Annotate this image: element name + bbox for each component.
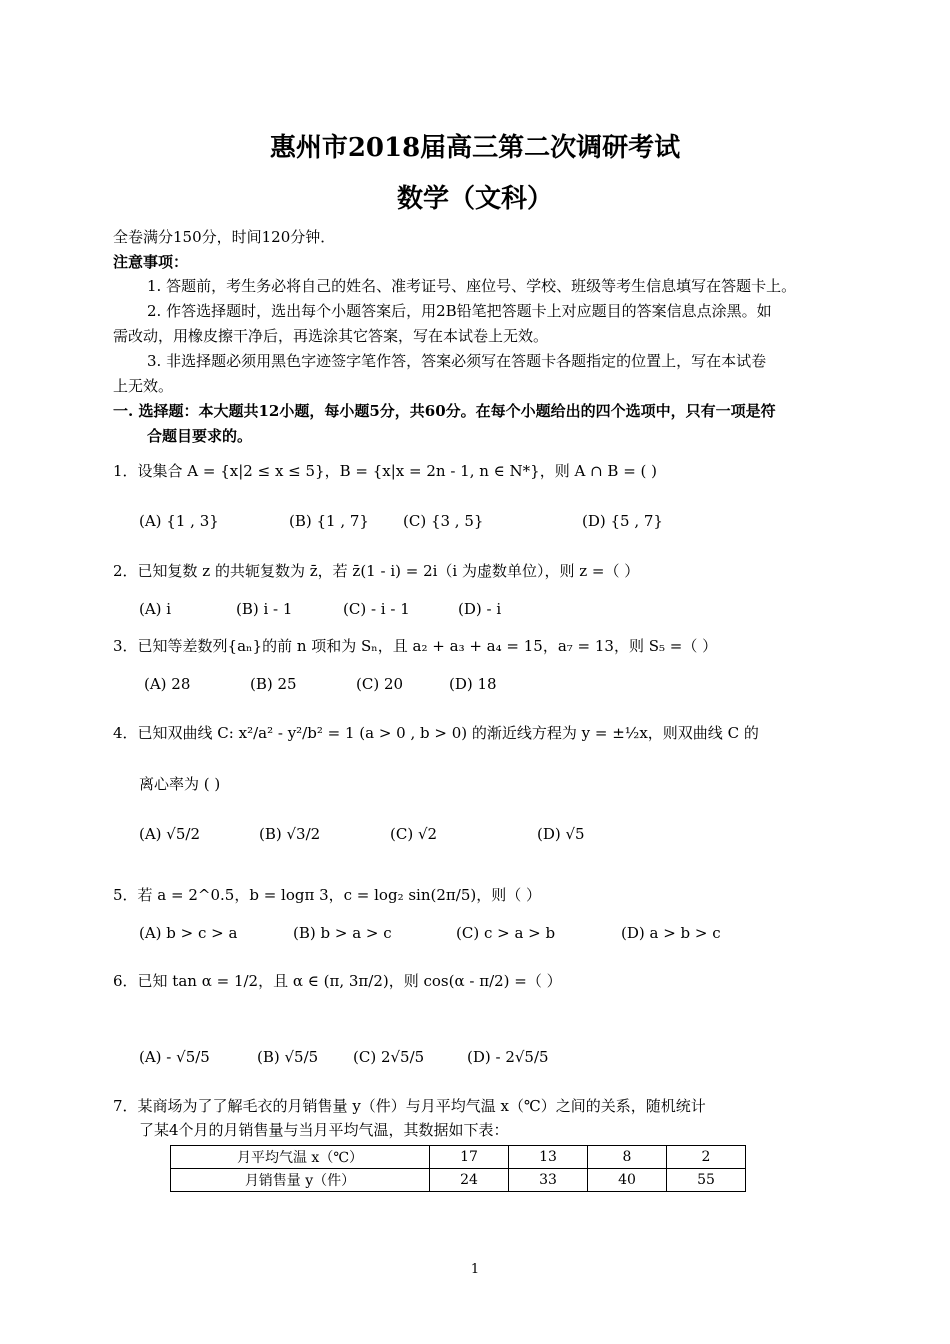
question-2-stem: 2．已知复数 z 的共轭复数为 z̄，若 z̄(1 - i) = 2i（i 为虚数单位），则 z =（ ） (113, 562, 640, 580)
exam-title: 惠州市2018届高三第二次调研考试 (269, 133, 681, 163)
question-2-option-d: (D) - i (458, 600, 502, 618)
temperature-sales-table (170, 1145, 746, 1192)
question-3-option-a: (A) 28 (144, 675, 191, 693)
table-row-label: 月销售量 y（件） (171, 1169, 430, 1192)
question-2-option-c: (C) - i - 1 (343, 600, 410, 618)
question-7-stem: 7．某商场为了了解毛衣的月销售量 y（件）与月平均气温 x（℃）之间的关系，随机统计 (113, 1097, 706, 1115)
question-3-option-c: (C) 20 (356, 675, 404, 693)
question-1-stem: 1．设集合 A = {x|2 ≤ x ≤ 5}，B = {x|x = 2n - 1, n ∈ N*}，则 A ∩ B = ( ) (113, 462, 658, 480)
table-cell: 2 (667, 1146, 746, 1169)
question-1-option-d: (D) {5 , 7} (582, 512, 663, 530)
table-cell: 24 (430, 1169, 509, 1192)
section-heading: 合题目要求的。 (147, 427, 253, 445)
question-4-option-a: (A) √5/2 (139, 825, 201, 843)
question-4-option-c: (C) √2 (390, 825, 438, 843)
note-line: 需改动，用橡皮擦干净后，再选涂其它答案，写在本试卷上无效。 (113, 327, 549, 345)
question-5-option-b: (B) b > a > c (293, 924, 392, 942)
table-cell: 17 (430, 1146, 509, 1169)
question-6-option-a: (A) - √5/5 (139, 1048, 210, 1066)
question-4-stem-continued: 离心率为 ( ) (139, 775, 221, 793)
table-cell: 40 (588, 1169, 667, 1192)
score-time-line: 全卷满分150分，时间120分钟． (113, 228, 336, 246)
table-cell: 8 (588, 1146, 667, 1169)
question-7-stem-continued: 了某4个月的月销售量与当月平均气温，其数据如下表： (139, 1121, 509, 1139)
question-2-option-a: (A) i (139, 600, 172, 618)
table-cell: 55 (667, 1169, 746, 1192)
question-5-option-d: (D) a > b > c (621, 924, 721, 942)
question-3-option-b: (B) 25 (250, 675, 297, 693)
question-3-option-d: (D) 18 (449, 675, 497, 693)
question-6-option-b: (B) √5/5 (257, 1048, 319, 1066)
note-line: 上无效。 (113, 377, 174, 395)
question-4-option-b: (B) √3/2 (259, 825, 321, 843)
note-line: 3. 非选择题必须用黑色字迹签字笔作答，答案必须写在答题卡各题指定的位置上，写在本试卷 (147, 352, 767, 370)
note-line: 2. 作答选择题时，选出每个小题答案后，用2B铅笔把答题卡上对应题目的答案信息点涂黑。如 (147, 302, 772, 320)
question-1-option-a: (A) {1 , 3} (139, 512, 219, 530)
question-6-stem: 6．已知 tan α = 1/2，且 α ∈ (π, 3π/2)，则 cos(α - π/2) =（ ） (113, 972, 562, 990)
notice-heading: 注意事项： (113, 253, 189, 271)
question-5-option-a: (A) b > c > a (139, 924, 238, 942)
question-5-stem: 5．若 a = 2^0.5，b = logπ 3，c = log₂ sin(2π/5)，则（ ） (113, 886, 541, 904)
question-5-option-c: (C) c > a > b (456, 924, 556, 942)
question-6-option-d: (D) - 2√5/5 (467, 1048, 549, 1066)
question-1-option-c: (C) {3 , 5} (403, 512, 484, 530)
table-cell: 33 (509, 1169, 588, 1192)
question-4-stem: 4．已知双曲线 C: x²/a² - y²/b² = 1 (a > 0 , b > 0) 的渐近线方程为 y = ±½x，则双曲线 C 的 (113, 724, 759, 742)
note-line: 1. 答题前，考生务必将自己的姓名、准考证号、座位号、学校、班级等考生信息填写在答题卡上。 (147, 277, 797, 295)
section-heading: 一. 选择题：本大题共12小题，每小题5分，共60分。在每个小题给出的四个选项中，只有一项是符 (113, 402, 776, 420)
question-2-option-b: (B) i - 1 (236, 600, 293, 618)
question-1-option-b: (B) {1 , 7} (289, 512, 369, 530)
exam-subtitle: 数学（文科） (396, 184, 553, 214)
page-number: 1 (470, 1262, 480, 1277)
question-4-option-d: (D) √5 (537, 825, 585, 843)
question-6-option-c: (C) 2√5/5 (353, 1048, 425, 1066)
table-row (171, 1169, 746, 1192)
table-cell: 13 (509, 1146, 588, 1169)
table-row (171, 1146, 746, 1169)
question-3-stem: 3．已知等差数列{aₙ}的前 n 项和为 Sₙ，且 a₂ + a₃ + a₄ = 15，a₇ = 13，则 S₅ =（ ） (113, 637, 718, 655)
table-row-label: 月平均气温 x（℃） (171, 1146, 430, 1169)
